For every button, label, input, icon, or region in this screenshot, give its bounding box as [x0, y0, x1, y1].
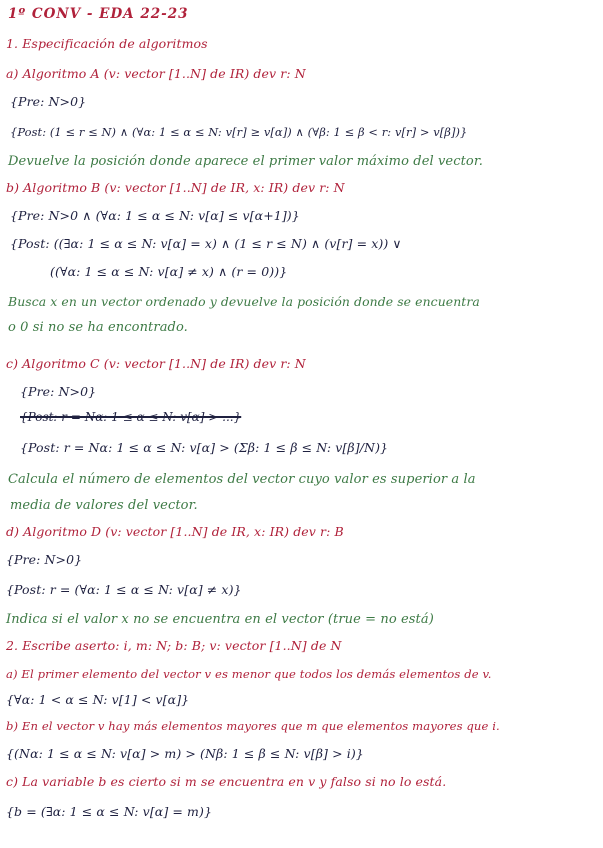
struck-out-line: {Post: r = Nα: 1 ≤ α ≤ N: v[α] > ...} [20, 410, 242, 424]
algorithm-b-description-line-1: Busca x en un vector ordenado y devuelve la posición donde se encuentra [8, 294, 480, 309]
algorithm-a-post: {Post: (1 ≤ r ≤ N) ∧ (∀α: 1 ≤ α ≤ N: v[r] ≥ v[α]) ∧ (∀β: 1 ≤ β < r: v[r] > v[β])} [10, 125, 468, 139]
assertion-b-statement: b) En el vector v hay más elementos mayores que m que elementos mayores que i. [6, 719, 500, 733]
algorithm-a-pre: {Pre: N>0} [10, 94, 87, 109]
algorithm-d-post: {Post: r = (∀α: 1 ≤ α ≤ N: v[α] ≠ x)} [6, 582, 242, 597]
assertion-c-formula: {b = (∃α: 1 ≤ α ≤ N: v[α] = m)} [6, 804, 213, 819]
algorithm-b-post-line-2: ((∀α: 1 ≤ α ≤ N: v[α] ≠ x) ∧ (r = 0))} [50, 264, 288, 279]
section-2-heading: 2. Escribe aserto: i, m: N; b: B; v: vector [1..N] de N [6, 638, 342, 653]
algorithm-d-pre: {Pre: N>0} [6, 552, 83, 567]
algorithm-d-signature: d) Algoritmo D (v: vector [1..N] de IR, x: IR) dev r: B [6, 524, 344, 539]
algorithm-a-description: Devuelve la posición donde aparece el primer valor máximo del vector. [8, 154, 483, 169]
algorithm-c-description-line-1: Calcula el número de elementos del vector cuyo valor es superior a la [8, 472, 476, 487]
algorithm-b-signature: b) Algoritmo B (v: vector [1..N] de IR, x: IR) dev r: N [6, 180, 345, 195]
algorithm-c-post: {Post: r = Nα: 1 ≤ α ≤ N: v[α] > (Σβ: 1 ≤ β ≤ N: v[β]/N)} [20, 440, 389, 455]
section-1-heading: 1. Especificación de algoritmos [6, 36, 208, 51]
algorithm-a-signature: a) Algoritmo A (v: vector [1..N] de IR) dev r: N [6, 66, 306, 81]
algorithm-d-description: Indica si el valor x no se encuentra en el vector (true = no está) [6, 612, 434, 627]
algorithm-c-signature: c) Algoritmo C (v: vector [1..N] de IR) dev r: N [6, 356, 306, 371]
algorithm-b-pre: {Pre: N>0 ∧ (∀α: 1 ≤ α ≤ N: v[α] ≤ v[α+1])} [10, 208, 300, 223]
algorithm-b-post-line-1: {Post: ((∃α: 1 ≤ α ≤ N: v[α] = x) ∧ (1 ≤ r ≤ N) ∧ (v[r] = x)) ∨ [10, 236, 402, 251]
page-title: 1º CONV - EDA 22-23 [8, 6, 189, 22]
algorithm-c-pre: {Pre: N>0} [20, 384, 97, 399]
assertion-b-formula: {(Nα: 1 ≤ α ≤ N: v[α] > m) > (Nβ: 1 ≤ β ≤ N: v[β] > i)} [6, 746, 364, 761]
assertion-a-statement: a) El primer elemento del vector v es menor que todos los demás elementos de v. [6, 667, 492, 681]
algorithm-c-description-line-2: media de valores del vector. [10, 498, 198, 513]
assertion-a-formula: {∀α: 1 < α ≤ N: v[1] < v[α]} [6, 692, 190, 707]
assertion-c-statement: c) La variable b es cierto si m se encuentra en v y falso si no lo está. [6, 774, 447, 789]
algorithm-b-description-line-2: o 0 si no se ha encontrado. [8, 320, 188, 335]
